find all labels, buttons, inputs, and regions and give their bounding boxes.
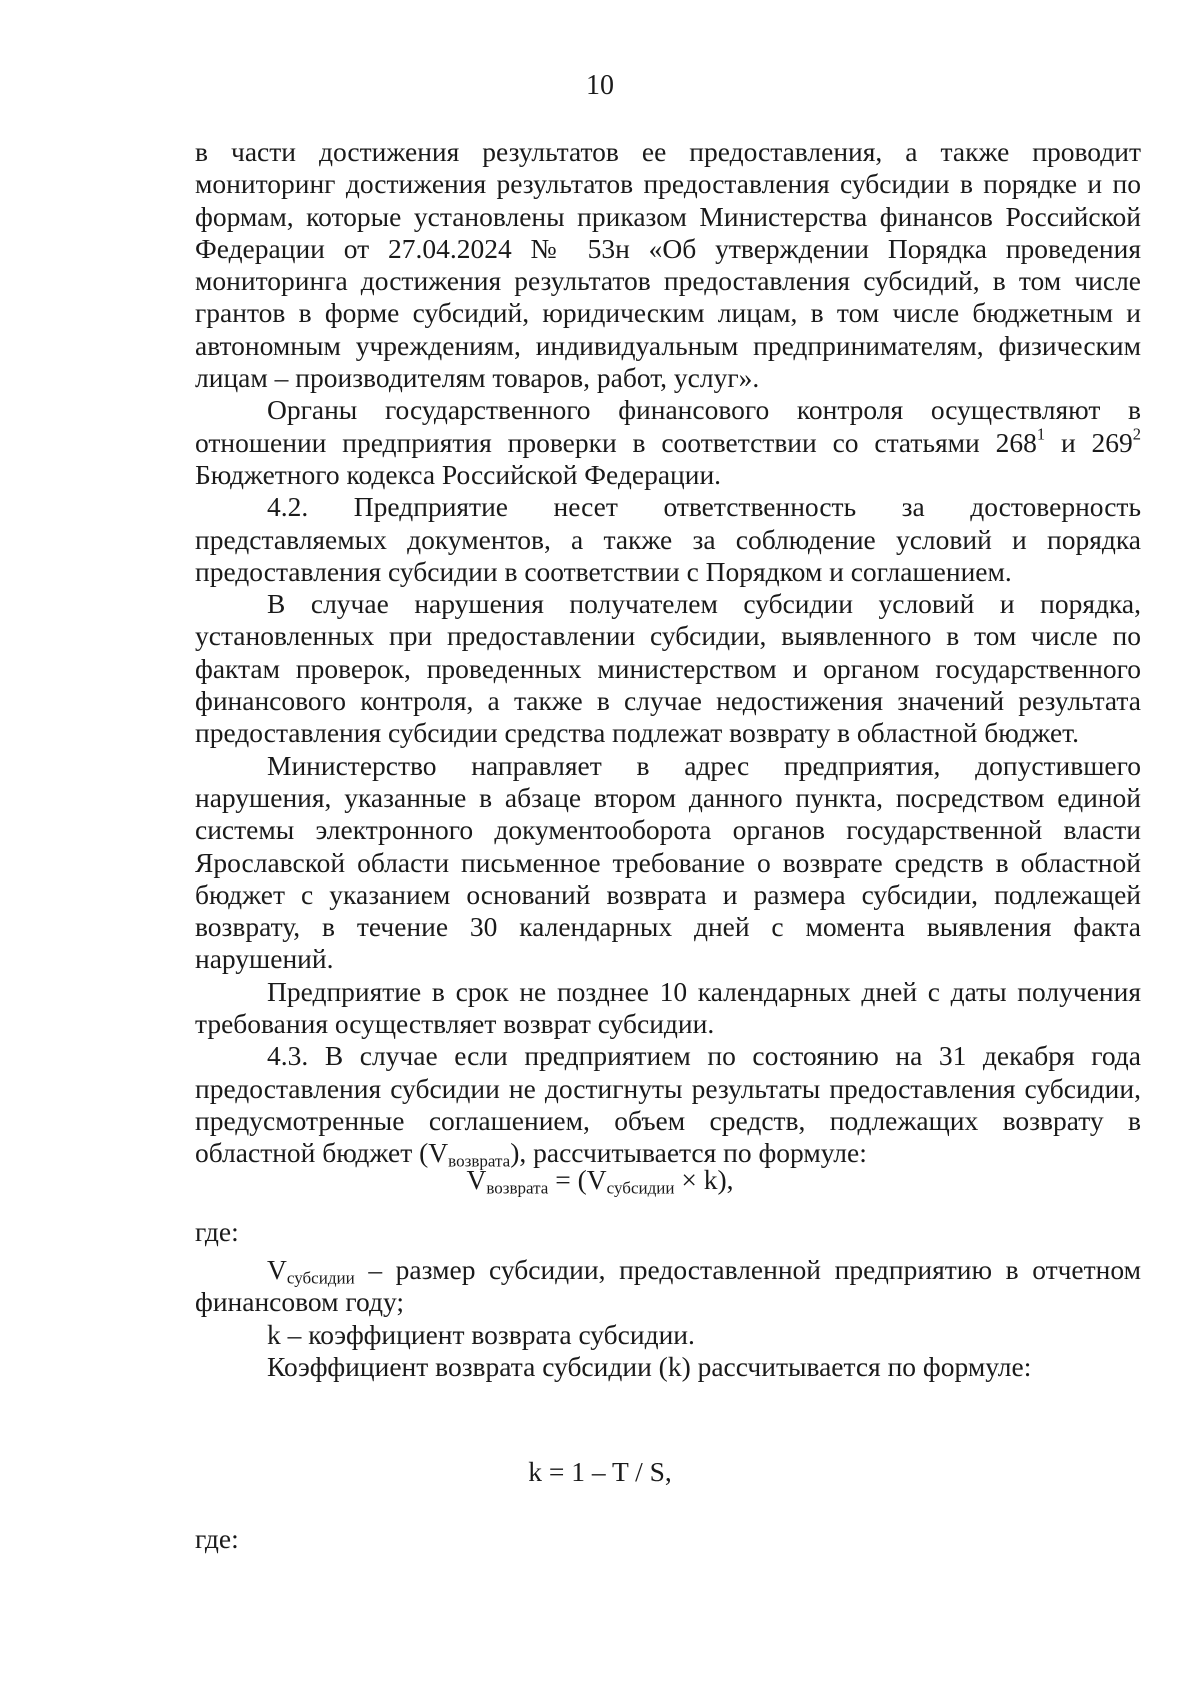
text-fragment: Органы государственного финансового контроля осуществляют в отношении предприятия проверки в соответствии со статьями 268 — [195, 394, 1141, 458]
paragraph-4-3 — [195, 1040, 1141, 1169]
superscript: 1 — [1036, 424, 1046, 444]
definitions — [195, 1254, 1141, 1383]
where-label: где: — [195, 1216, 239, 1247]
page-number: 10 — [586, 70, 614, 101]
paragraph-monitoring: в части достижения результатов ее предоставления, а также проводит мониторинг достижения результатов предоставления субсидии в порядке и по формам, которые установлены приказом Министерства финансов Российской Федерации от 27.04.2024 № 53н «Об утверждении Порядка проведения мониторинга достижения результатов предоставления субсидий, в том числе грантов в форме субсидий, юридическим лицам, в том числе бюджетным и автономным учреждениям, индивидуальным предпринимателям, физическим лицам – производителям товаров, работ, услуг». — [195, 136, 1141, 394]
subscript: субсидии — [606, 1178, 675, 1198]
document-body — [195, 136, 1141, 1170]
text-fragment: и 269 — [1045, 426, 1133, 458]
text-fragment: Бюджетного кодекса Российской Федерации. — [195, 458, 722, 490]
definition-k: k – коэффициент возврата субсидии. — [267, 1318, 695, 1350]
subscript: возврата — [486, 1178, 549, 1198]
text-fragment: 4.3. В случае если предприятием по состоянию на 31 декабря года предоставления субсидии не достигнуты результаты предоставления субсидии, предусмотренные соглашением, объем средств, подлежащих возврату в областной бюджет (V — [195, 1040, 1141, 1169]
paragraph-4-2: 4.2. Предприятие несет ответственность за достоверность представляемых документов, а также за соблюдение условий и порядка предоставления субсидии в соответствии с Порядком и соглашением. — [195, 491, 1141, 587]
definition-v-subsidy: $V_{субсидии}$ – размер субсидии, предоставленной предприятию в отчетном финансовом году; — [195, 1254, 1141, 1318]
subscript: возврата — [448, 1151, 511, 1171]
paragraph-k-formula-intro: Коэффициент возврата субсидии (k) рассчитывается по формуле: — [267, 1350, 1032, 1382]
paragraph-violation: В случае нарушения получателем субсидии условий и порядка, установленных при предоставлении субсидии, выявленного в том числе по фактам проверок, проведенных министерством и органом государственного финансового контроля, а также в случае недостижения значений результата предоставления субсидии средства подлежат возврату в областной бюджет. — [195, 588, 1141, 749]
paragraph-return-term: Предприятие в срок не позднее 10 календарных дней с даты получения требования осуществляет возврат субсидии. — [195, 975, 1141, 1040]
where-label: где: — [195, 1523, 239, 1554]
text-fragment: ), рассчитывается по формуле: — [510, 1137, 867, 1169]
superscript: 2 — [1132, 424, 1142, 444]
paragraph-control-bodies — [195, 394, 1141, 491]
formula-return-volume: $V_{возврата} = (V_{субсидии} \times k)$, — [466, 1164, 734, 1198]
paragraph-ministry-demand: Министерство направляет в адрес предприятия, допустившего нарушения, указанные в абзаце втором данного пункта, посредством единой системы электронного документооборота органов государственной власти Ярославской области письменное требование о возврате средств в областной бюджет с указанием оснований возврата и размера субсидии, подлежащей возврату, в течение 30 календарных дней с момента выявления факта нарушений. — [195, 749, 1141, 975]
subscript: субсидии — [286, 1268, 355, 1288]
formula-coefficient: k = 1 – T / S, — [528, 1456, 672, 1487]
